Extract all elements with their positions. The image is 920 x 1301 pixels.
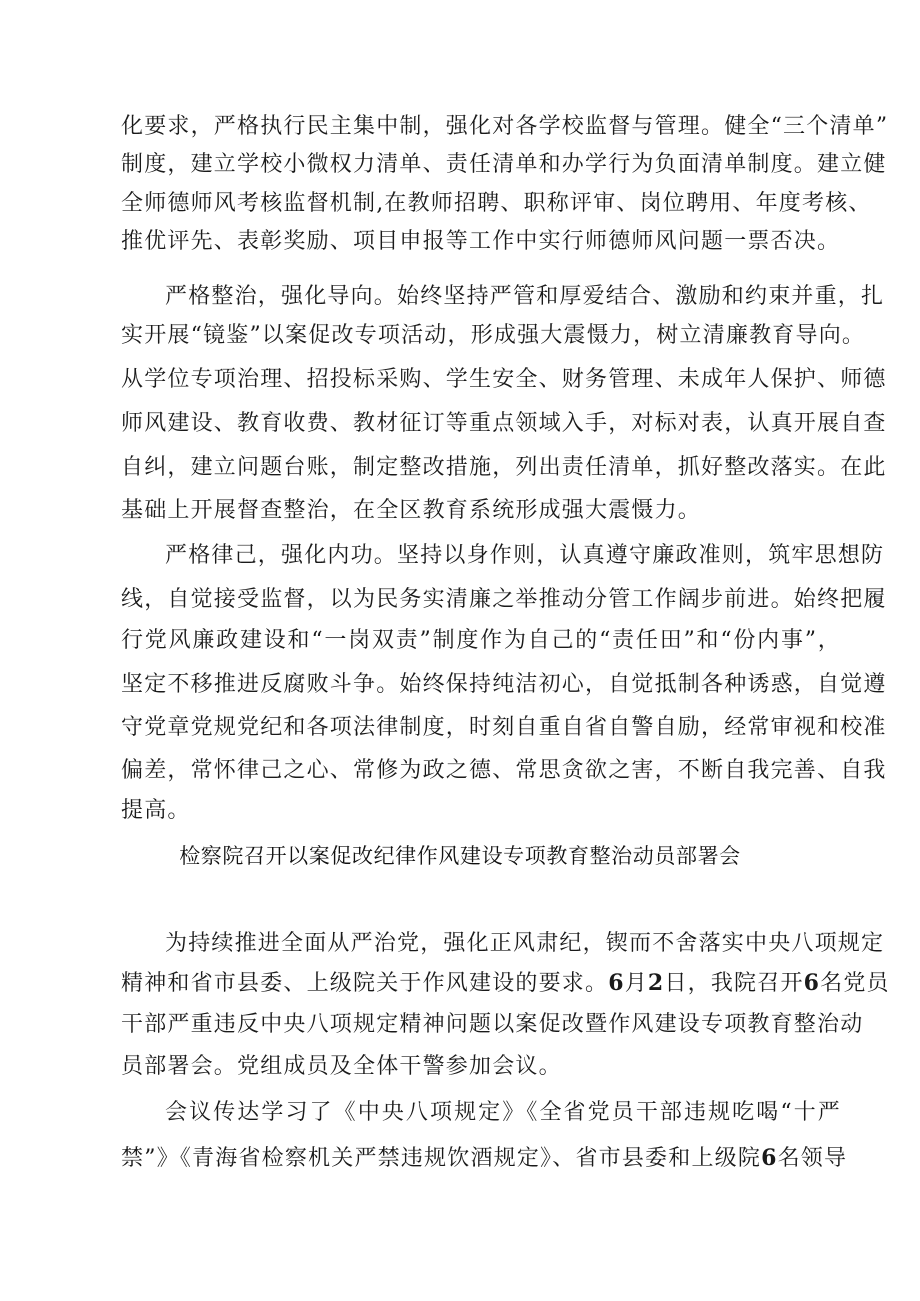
paragraph-line: 为持续推进全面从严治党，强化正风肃纪，锲而不舍落实中央八项规定 (165, 931, 885, 956)
paragraph-line: 员部署会。党组成员及全体干警参加会议。 (121, 1054, 562, 1079)
paragraph-line: 全师德师风考核监督机制,在教师招聘、职称评审、岗位聘用、年度考核、 (121, 191, 872, 216)
paragraph-line: 制度，建立学校小微权力清单、责任清单和办学行为负面清单制度。建立健 (121, 152, 887, 177)
paragraph-line: 从学位专项治理、招投标采购、学生安全、财务管理、未成年人保护、师德 (121, 367, 887, 392)
paragraph-line: 自纠，建立问题台账，制定整改措施，列出责任清单，抓好整改落实。在此 (121, 455, 887, 480)
paragraph-line: 会议传达学习了《中央八项规定》《全省党员干部违规吃喝“十严 (165, 1100, 841, 1125)
paragraph-line: 严格整治，强化导向。始终坚持严管和厚爱结合、激励和约束并重，扎 (165, 284, 885, 309)
paragraph-line: 坚定不移推进反腐败斗争。始终保持纯洁初心，自觉抵制各种诱惑，自觉遵 (121, 672, 887, 697)
paragraph-line: 师风建设、教育收费、教材征订等重点领域入手，对标对表，认真开展自查 (121, 411, 887, 436)
paragraph-line: 干部严重违反中央八项规定精神问题以案促改暨作风建设专项教育整治动 (121, 1012, 864, 1037)
paragraph-line: 实开展“镜鉴”以案促改专项活动，形成强大震慑力，树立清廉教育导向。 (121, 323, 866, 348)
paragraph-line: 化要求，严格执行民主集中制，强化对各学校监督与管理。健全“三个清单” (121, 114, 889, 139)
paragraph-line: 基础上开展督查整治，在全区教育系统形成强大震慑力。 (121, 498, 702, 523)
paragraph-line: 线，自觉接受监督，以为民务实清廉之举推动分管工作阔步前进。始终把履 (121, 587, 887, 612)
paragraph-line: 禁”》《青海省检察机关严禁违规饮酒规定》、省市县委和上级院6名领导 (121, 1145, 848, 1171)
paragraph-line: 推优评先、表彰奖励、项目申报等工作中实行师德师风问题一票否决。 (121, 229, 841, 254)
paragraph-line: 精神和省市县委、上级院关于作风建设的要求。6月2日，我院召开6名党员 (121, 970, 890, 996)
paragraph-line: 偏差，常怀律己之心、常修为政之德、常思贪欲之害，不断自我完善、自我 (121, 758, 887, 783)
article-title: 检察院召开以案促改纪律作风建设专项教育整治动员部署会 (179, 844, 741, 868)
paragraph-line: 严格律己，强化内功。坚持以身作则，认真遵守廉政准则，筑牢思想防 (165, 543, 885, 568)
paragraph-line: 提高。 (121, 798, 191, 823)
paragraph-line: 行党风廉政建设和“一岗双责”制度作为自己的“责任田”和“份内事”， (121, 628, 841, 653)
paragraph-line: 守党章党规党纪和各项法律制度，时刻自重自省自警自励，经常审视和校准 (121, 715, 887, 740)
